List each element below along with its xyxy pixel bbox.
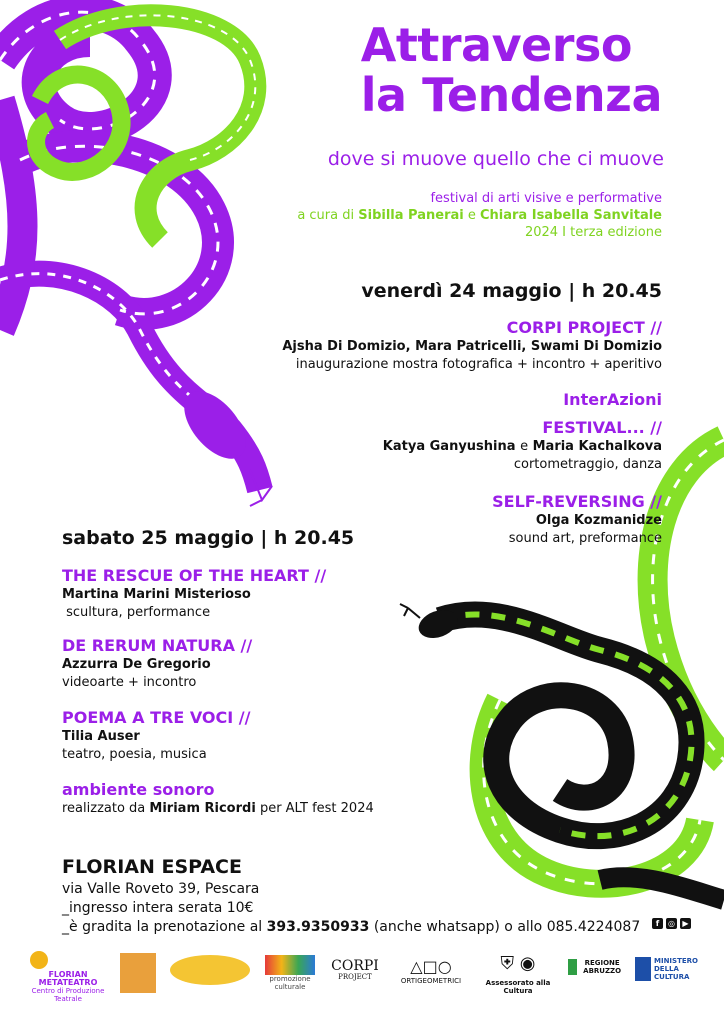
corpi-sub-label: PROJECT: [338, 973, 372, 981]
event-person-a: Katya Ganyushina: [382, 439, 516, 454]
booking-prefix: _è gradita la prenotazione al: [62, 919, 263, 935]
corpi-project-logo: [325, 959, 385, 981]
event-title-line-2: FESTIVAL... //: [542, 418, 662, 437]
event-title: THE RESCUE OF THE HEART //: [62, 566, 327, 585]
event-people: Tilia Auser: [62, 729, 140, 744]
venue-name: FLORIAN ESPACE: [62, 856, 242, 878]
sponsor-logos: [20, 945, 710, 1005]
event-title: DE RERUM NATURA //: [62, 636, 253, 655]
event-desc: cortometraggio, danza: [513, 457, 662, 472]
florian-metateatro-logo: [28, 949, 108, 1003]
social-icons: [652, 918, 691, 929]
ministero-line-2: DELLA: [654, 965, 679, 973]
event-people: Miriam Ricordi: [149, 801, 256, 816]
event-corpi-project: [282, 318, 662, 374]
event-rescue-heart: [62, 566, 326, 622]
title-line-1: Attraverso: [360, 18, 632, 72]
subtitle: dove si muove quello che ci muove: [327, 148, 664, 170]
event-ambiente-sonoro: [62, 780, 374, 818]
florian-line-1: FLORIAN: [48, 970, 88, 979]
event-desc-prefix: realizzato da: [62, 801, 146, 816]
florian-line-3: Centro di Produzione: [31, 987, 105, 995]
title-line-2: la Tendenza: [360, 68, 662, 122]
ortigeometrici-logo: △□○ ORTIGEOMETRICI: [398, 957, 464, 985]
event-de-rerum-natura: [62, 636, 252, 692]
curator-2: Chiara Isabella Sanvitale: [480, 208, 662, 223]
ministero-line-1: MINISTERO: [654, 957, 698, 965]
booking-suffix: (anche whatsapp) o allo 085.4224087: [373, 919, 641, 935]
instagram-icon[interactable]: ◎: [666, 918, 677, 929]
info-line-1: festival di arti visive e performative: [430, 191, 662, 206]
event-desc: teatro, poesia, musica: [62, 747, 207, 762]
event-poema-tre-voci: [62, 708, 250, 764]
event-people: Ajsha Di Domizio, Mara Patricelli, Swami Di Domizio: [282, 339, 662, 354]
regione-abruzzo-logo: [568, 959, 624, 975]
info-edition: 2024 I terza edizione: [524, 225, 662, 240]
event-title: POEMA A TRE VOCI //: [62, 708, 251, 727]
event-title-line-1: InterAzioni: [563, 390, 662, 409]
event-desc-suffix: per ALT fest 2024: [259, 801, 374, 816]
event-desc: videoarte + incontro: [62, 675, 197, 690]
booking-phone[interactable]: 393.9350933: [266, 919, 370, 935]
event-desc: sound art, preformance: [508, 531, 662, 546]
info-and: e: [467, 208, 476, 223]
assessorato-logo: ⛨ ◉ Assessorato alla Cultura: [478, 949, 558, 995]
ministero-line-3: CULTURA: [654, 973, 690, 981]
kids-logo: [120, 953, 156, 993]
florian-line-2: METATEATRO: [38, 978, 98, 987]
event-people: Martina Marini Misterioso: [62, 587, 251, 602]
facebook-icon[interactable]: f: [652, 918, 663, 929]
event-people: Olga Kozmanidze: [535, 513, 662, 528]
event-person-b: Maria Kachalkova: [532, 439, 662, 454]
promozione-label: promozione culturale: [269, 975, 311, 991]
assessorato-label: Assessorato alla Cultura: [485, 979, 551, 995]
youtube-icon[interactable]: ▶: [680, 918, 691, 929]
corpi-label: CORPI: [331, 958, 379, 974]
festival-info: [297, 190, 662, 241]
event-title: SELF-REVERSING //: [492, 492, 662, 511]
florian-line-4: Teatrale: [54, 995, 82, 1003]
event-title: CORPI PROJECT //: [506, 318, 662, 337]
event-self-reversing: [492, 492, 662, 548]
festival-title: [360, 18, 662, 122]
venue-details: [62, 880, 640, 937]
event-desc: scultura, performance: [62, 605, 211, 620]
event-people: Azzurra De Gregorio: [62, 657, 211, 672]
promozione-culturale-logo: [265, 955, 315, 991]
event-title: ambiente sonoro: [62, 780, 215, 799]
curator-1: Sibilla Panerai: [358, 208, 464, 223]
regione-label: REGIONE ABRUZZO: [583, 959, 622, 975]
venue-entry: _ingresso intera serata 10€: [62, 900, 254, 916]
arte-logo: [170, 955, 250, 985]
event-interazioni: [383, 390, 662, 474]
ministero-cultura-logo: [635, 957, 705, 981]
friday-date: venerdì 24 maggio | h 20.45: [361, 280, 662, 302]
saturday-date: sabato 25 maggio | h 20.45: [62, 527, 355, 549]
ortigeometrici-label: ORTIGEOMETRICI: [400, 977, 462, 985]
info-curated-by: a cura di: [297, 208, 355, 223]
event-desc: inaugurazione mostra fotografica + incontro + aperitivo: [295, 357, 662, 372]
event-and: e: [520, 439, 529, 454]
venue-address: via Valle Roveto 39, Pescara: [62, 881, 260, 897]
